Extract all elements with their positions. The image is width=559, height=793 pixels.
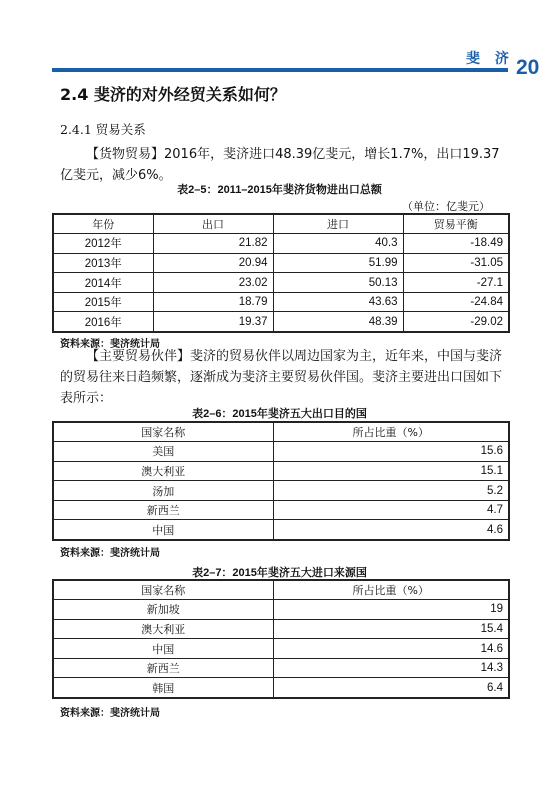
table-row — [53, 520, 509, 540]
table1-unit: （单位：亿斐元） — [402, 200, 490, 213]
share-cell: 15.6 — [273, 442, 509, 462]
balance-cell: -18.49 — [403, 234, 509, 254]
balance-cell: -31.05 — [403, 253, 509, 273]
share-cell: 4.6 — [273, 520, 509, 540]
import-cell: 50.13 — [273, 273, 403, 293]
country-cell: 中国 — [53, 639, 273, 659]
table-row — [53, 500, 509, 520]
import-sources-table — [52, 579, 510, 699]
subsection-title: 2.4.1 贸易关系 — [60, 122, 146, 137]
table-row — [53, 442, 509, 462]
header-rule — [52, 68, 508, 72]
table-row — [53, 234, 509, 254]
table-row — [53, 312, 509, 332]
import-cell: 43.63 — [273, 292, 403, 312]
paragraph-trade-partners: 【主要贸易伙伴】斐济的贸易伙伴以周边国家为主，近年来，中国与斐济的贸易往来日趋频繁，逐渐成为斐济主要贸易伙伴国。斐济主要进出口国如下表所示： — [60, 349, 503, 406]
share-cell: 14.6 — [273, 639, 509, 659]
export-cell: 20.94 — [153, 253, 273, 273]
running-header-label: 斐 济 — [466, 51, 514, 67]
country-cell: 韩国 — [53, 678, 273, 698]
share-cell: 5.2 — [273, 481, 509, 501]
table-row — [53, 253, 509, 273]
header-cell: 年份 — [53, 214, 153, 234]
share-cell: 4.7 — [273, 500, 509, 520]
table-row — [53, 273, 509, 293]
share-cell: 6.4 — [273, 678, 509, 698]
export-cell: 23.02 — [153, 273, 273, 293]
share-cell: 14.3 — [273, 658, 509, 678]
year-cell: 2013年 — [53, 253, 153, 273]
export-destinations-table — [52, 421, 510, 541]
header-cell: 国家名称 — [53, 422, 273, 442]
table2-title: 表2–6：2015年斐济五大出口目的国 — [192, 408, 367, 420]
country-cell: 澳大利亚 — [53, 619, 273, 639]
share-cell: 15.4 — [273, 619, 509, 639]
table3-source: 资料来源：斐济统计局 — [60, 708, 160, 719]
table-header-row — [53, 214, 509, 234]
export-cell: 21.82 — [153, 234, 273, 254]
import-cell: 40.3 — [273, 234, 403, 254]
header-cell: 所占比重（%） — [273, 580, 509, 600]
share-cell: 15.1 — [273, 461, 509, 481]
header-cell: 国家名称 — [53, 580, 273, 600]
import-cell: 48.39 — [273, 312, 403, 332]
table-row — [53, 481, 509, 501]
import-cell: 51.99 — [273, 253, 403, 273]
header-cell: 进口 — [273, 214, 403, 234]
table2-source: 资料来源：斐济统计局 — [60, 548, 160, 559]
country-cell: 澳大利亚 — [53, 461, 273, 481]
balance-cell: -27.1 — [403, 273, 509, 293]
country-cell: 新西兰 — [53, 658, 273, 678]
table1-source: 资料来源：斐济统计局 — [60, 339, 160, 350]
table-row — [53, 658, 509, 678]
table-row — [53, 619, 509, 639]
table-row — [53, 600, 509, 620]
export-cell: 19.37 — [153, 312, 273, 332]
table-row — [53, 678, 509, 698]
header-cell: 所占比重（%） — [273, 422, 509, 442]
country-cell: 新西兰 — [53, 500, 273, 520]
trade-totals-table — [52, 213, 510, 333]
table3-title: 表2–7：2015年斐济五大进口来源国 — [192, 567, 367, 579]
page-number: 20 — [516, 56, 540, 79]
year-cell: 2015年 — [53, 292, 153, 312]
year-cell: 2012年 — [53, 234, 153, 254]
year-cell: 2016年 — [53, 312, 153, 332]
export-cell: 18.79 — [153, 292, 273, 312]
header-cell: 贸易平衡 — [403, 214, 509, 234]
section-title: 2.4 斐济的对外经贸关系如何？ — [60, 85, 286, 104]
balance-cell: -29.02 — [403, 312, 509, 332]
country-cell: 中国 — [53, 520, 273, 540]
paragraph-goods-trade: 【货物贸易】2016年，斐济进口48.39亿斐元，增长1.7%，出口19.37亿斐元，减少6%。 — [60, 147, 500, 183]
header-cell: 出口 — [153, 214, 273, 234]
share-cell: 19 — [273, 600, 509, 620]
country-cell: 新加坡 — [53, 600, 273, 620]
table-header-row — [53, 422, 509, 442]
table1-title: 表2–5：2011–2015年斐济货物进出口总额 — [177, 184, 382, 196]
table-row — [53, 461, 509, 481]
balance-cell: -24.84 — [403, 292, 509, 312]
table-row — [53, 639, 509, 659]
country-cell: 美国 — [53, 442, 273, 462]
country-cell: 汤加 — [53, 481, 273, 501]
table-row — [53, 292, 509, 312]
year-cell: 2014年 — [53, 273, 153, 293]
table-header-row — [53, 580, 509, 600]
